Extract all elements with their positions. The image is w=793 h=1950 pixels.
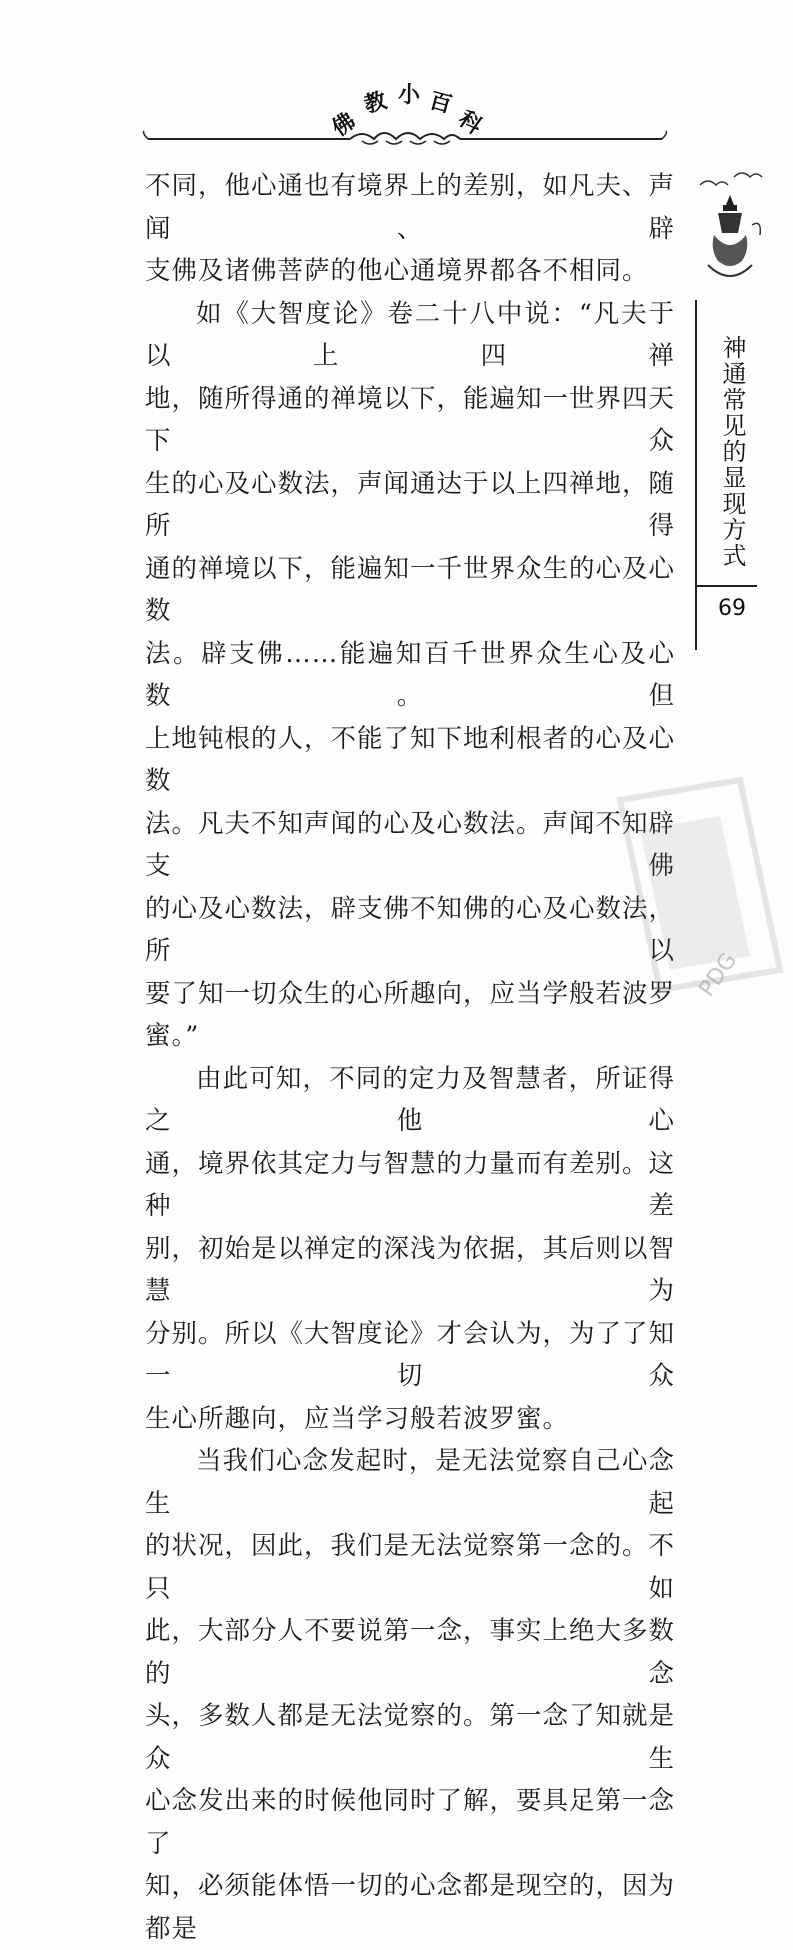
text-line: 此，大部分人不要说第一念，事实上绝大多数的念 (145, 1616, 676, 1689)
watermark-text: PDG (694, 948, 743, 1002)
ritual-vessel-icon (690, 165, 770, 295)
text-line: 通，境界依其定力与智慧的力量而有差别。这种差 (145, 1148, 676, 1221)
text-line: 的状况，因此，我们是无法觉察第一念的。不只如 (145, 1531, 676, 1604)
header-char-4: 百 (426, 87, 455, 119)
text-line: 的心及心数法，辟支佛不知佛的心及心数法，所以 (145, 893, 676, 966)
text-line: 支佛及诸佛菩萨的他心通境界都各不相同。 (145, 256, 649, 286)
header-char-3: 小 (398, 82, 421, 108)
text-line: 别，初始是以禅定的深浅为依据，其后则以智慧为 (145, 1233, 676, 1306)
text-line: 地，随所得通的禅境以下，能遍知一世界四天下众 (145, 383, 676, 456)
chapter-side-title: 神通常见的显现方式 (718, 335, 746, 569)
side-divider-horizontal (697, 585, 757, 587)
text-line: 分别。所以《大智度论》才会认为，为了了知一切众 (145, 1318, 676, 1391)
text-line: 通的禅境以下，能遍知一千世界众生的心及心数 (145, 553, 676, 626)
header-char-1: 佛 (327, 107, 361, 142)
text-line: 法。凡夫不知声闻的心及心数法。声闻不知辟支佛 (145, 808, 676, 881)
header-ornament-rule (140, 128, 670, 150)
text-line: 当我们心念发起时，是无法觉察自己心念生起 (145, 1446, 675, 1519)
header-char-2: 教 (361, 87, 390, 119)
side-divider-vertical (695, 300, 697, 590)
text-line: 上地钝根的人，不能了知下地利根者的心及心数 (145, 723, 676, 796)
header-char-5: 科 (453, 105, 487, 140)
text-line: 由此可知，不同的定力及智慧者，所证得之他心 (145, 1063, 675, 1136)
text-line: 生心所趣向，应当学习般若波罗蜜。 (145, 1403, 570, 1434)
text-line: 要了知一切众生的心所趣向，应当学般若波罗蜜。” (145, 978, 676, 1051)
library-watermark-seal (560, 760, 790, 1070)
side-divider-lower (695, 590, 697, 650)
text-line: 如《大智度论》卷二十八中说：“凡夫于以上四禅 (145, 298, 675, 371)
text-line: 不同，他心通也有境界上的差别，如凡夫、声闻、辟 (145, 171, 676, 244)
text-line: 法。辟支佛……能遍知百千世界众生心及心数。但 (145, 638, 675, 711)
text-line: 生的心及心数法，声闻通达于以上四禅地，随所得 (145, 468, 676, 541)
text-line: 心念发出来的时候他同时了解，要具足第一念了 (145, 1786, 676, 1859)
page-number: 69 (718, 596, 746, 621)
text-line: 知，必须能体悟一切的心念都是现空的，因为都是 (145, 1871, 676, 1944)
text-line: 头，多数人都是无法觉察的。第一念了知就是众生 (145, 1701, 676, 1774)
